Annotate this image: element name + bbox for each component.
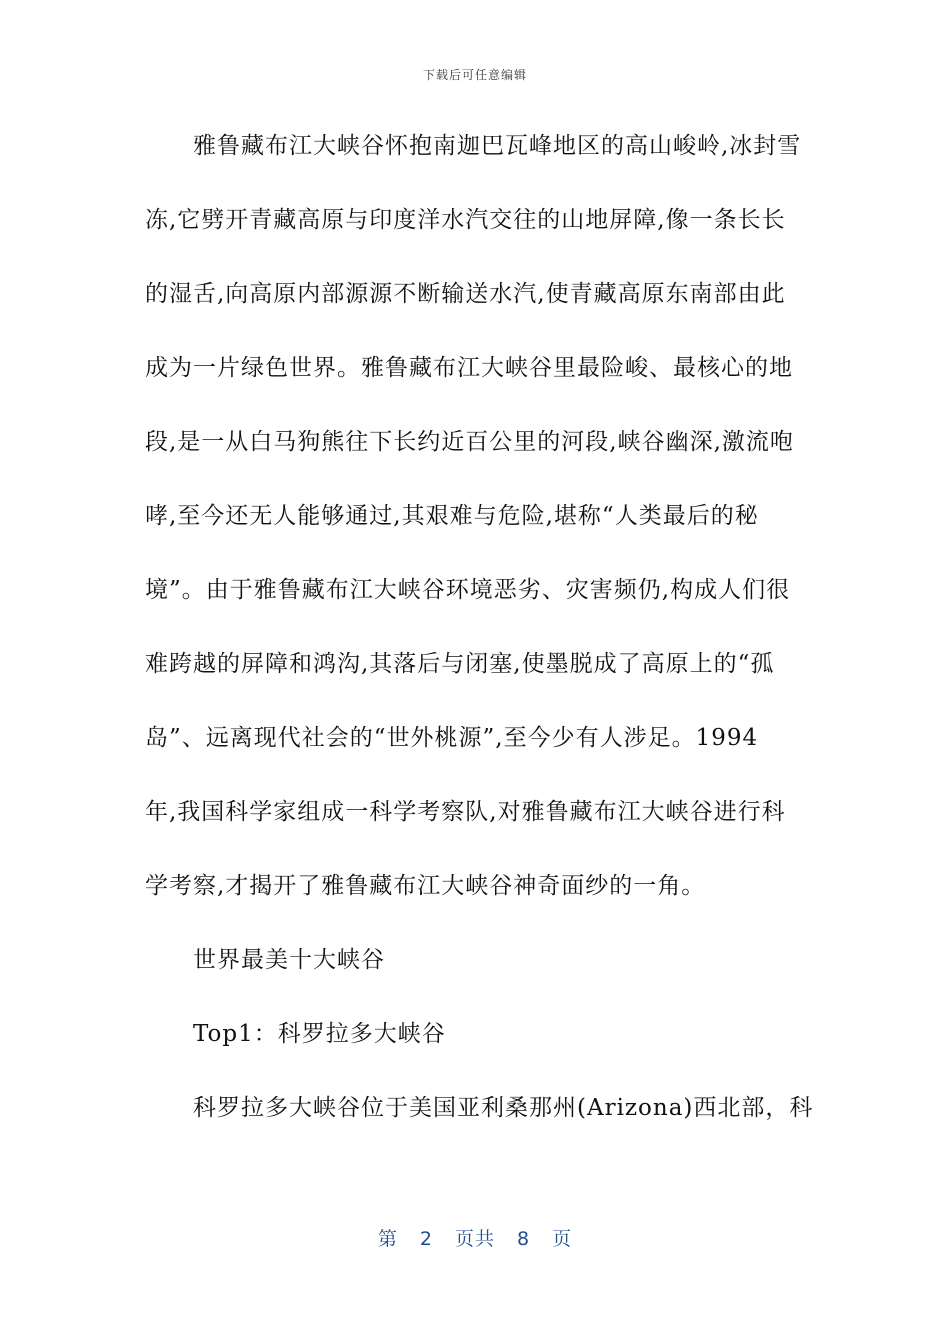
paragraph-line: 段,是一从白马狗熊往下长约近百公里的河段,峡谷幽深,激流咆 bbox=[145, 429, 794, 455]
paragraph-line: 境”。由于雅鲁藏布江大峡谷环境恶劣、灾害频仍,构成人们很 bbox=[145, 577, 791, 603]
section-heading: 世界最美十大峡谷 bbox=[193, 947, 385, 973]
total-page-number: 8 bbox=[517, 1228, 531, 1250]
document-body bbox=[145, 120, 814, 1156]
paragraph-line: 难跨越的屏障和鸿沟,其落后与闭塞,使墨脱成了高原上的“孤 bbox=[145, 651, 775, 677]
paragraph-line: 成为一片绿色世界。雅鲁藏布江大峡谷里最险峻、最核心的地 bbox=[145, 355, 793, 381]
paragraph-line: 岛”、远离现代社会的“世外桃源”,至今少有人涉足。1994 bbox=[145, 725, 759, 751]
footer-middle: 页共 bbox=[454, 1228, 495, 1250]
footer-suffix: 页 bbox=[552, 1228, 573, 1250]
paragraph-line: 科罗拉多大峡谷位于美国亚利桑那州(Arizona)西北部，科 bbox=[193, 1095, 814, 1121]
paragraph-line: 雅鲁藏布江大峡谷怀抱南迦巴瓦峰地区的高山峻岭,冰封雪 bbox=[193, 133, 802, 159]
page-footer bbox=[0, 1224, 950, 1251]
paragraph-line: 冻,它劈开青藏高原与印度洋水汽交往的山地屏障,像一条长长 bbox=[145, 207, 786, 233]
current-page-number: 2 bbox=[419, 1228, 433, 1250]
paragraph-line: 哮,至今还无人能够通过,其艰难与危险,堪称“人类最后的秘 bbox=[145, 503, 759, 529]
paragraph-line: 学考察,才揭开了雅鲁藏布江大峡谷神奇面纱的一角。 bbox=[145, 873, 706, 899]
paragraph-line: 年,我国科学家组成一科学考察队,对雅鲁藏布江大峡谷进行科 bbox=[145, 799, 786, 825]
footer-prefix: 第 bbox=[377, 1228, 398, 1250]
top1-title: Top1：科罗拉多大峡谷 bbox=[193, 1021, 446, 1047]
paragraph-line: 的湿舌,向高原内部源源不断输送水汽,使青藏高原东南部由此 bbox=[145, 281, 786, 307]
page-header-note: 下载后可任意编辑 bbox=[422, 68, 527, 82]
